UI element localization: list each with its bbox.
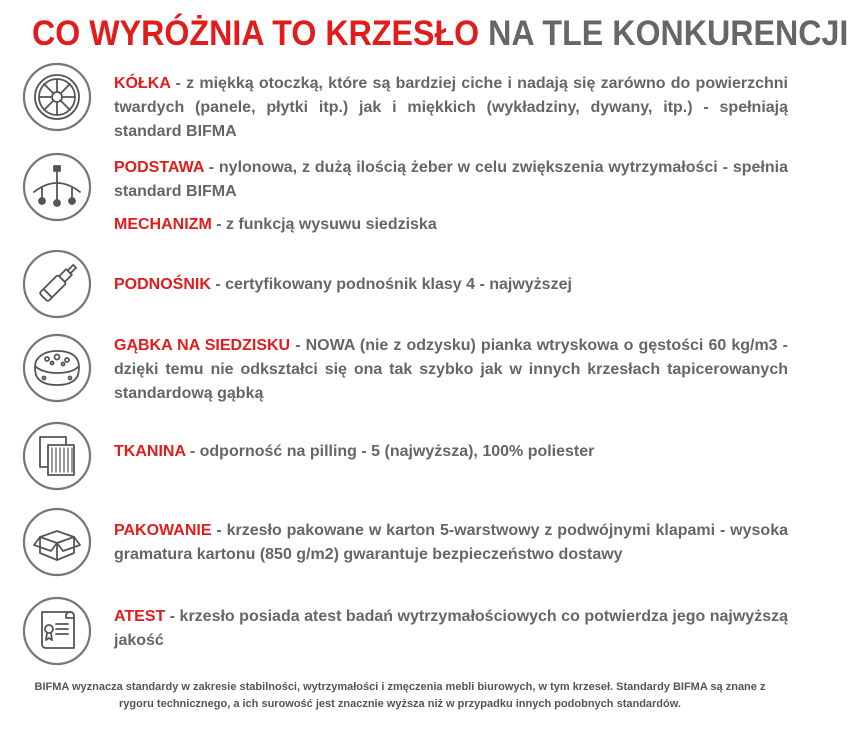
feature-packaging (114, 519, 788, 567)
title-highlight: CO WYRÓŻNIA TO KRZESŁO (32, 14, 480, 53)
feature-base (114, 156, 788, 204)
feature-mechanism (114, 213, 788, 237)
gas-lift-icon (22, 249, 92, 319)
feature-text: - z funkcją wysuwu siedziska (211, 216, 437, 233)
feature-keyword: MECHANIZM (114, 216, 212, 233)
feature-text: - odporność na pilling - 5 (najwyższa), 100% poliester (185, 443, 595, 460)
title-rest: NA TLE KONKURENCJI (488, 14, 848, 53)
feature-keyword: TKANINA (114, 443, 186, 460)
feature-text: - krzesło pakowane w karton 5-warstwowy z podwójnymi klapami - wysoka gramatura kartonu (850 g/m2) gwarantuje bezpieczeństwo dostawy (114, 522, 788, 563)
certificate-icon (22, 596, 92, 666)
feature-text: - NOWA (nie z odzysku) pianka wtryskowa o gęstości 60 kg/m3 - dzięki temu nie odkształci się ona tak szybko jak w innych krzesłach tapicerowanych standardową gąbką (114, 337, 788, 402)
feature-keyword: PAKOWANIE (114, 522, 212, 539)
sponge-icon (22, 333, 92, 403)
fabric-icon (22, 421, 92, 491)
feature-text: - certyfikowany podnośnik klasy 4 - najwyższej (210, 276, 572, 293)
feature-keyword: KÓŁKA (114, 75, 171, 92)
feature-text: - z miękką otoczką, które są bardziej ciche i nadają się zarówno do powierzchni twardych (panele, płytki itp.) jak i miękkich (wykładziny, dywany, itp.) - spełniają standard BIFMA (114, 75, 788, 140)
wheel-icon (22, 62, 92, 132)
feature-sponge (114, 334, 788, 406)
feature-fabric (114, 440, 788, 464)
feature-keyword: PODNOŚNIK (114, 276, 211, 293)
footnote: BIFMA wyznacza standardy w zakresie stabilności, wytrzymałości i zmęczenia mebli biurowych, w tym krzeseł. Standardy BIFMA są znane z rygoru technicznego, a ich surowość jest znacznie wyższa niż w przypadku innych podobnych standardów. (34, 681, 766, 710)
page-title (32, 14, 848, 54)
feature-keyword: PODSTAWA (114, 159, 204, 176)
feature-wheels (114, 72, 788, 144)
chair-base-icon (22, 152, 92, 222)
feature-keyword: GĄBKA NA SIEDZISKU (114, 337, 291, 354)
feature-text: - krzesło posiada atest badań wytrzymałościowych co potwierdza jego najwyższą jakość (114, 608, 788, 649)
feature-text: - nylonowa, z dużą ilością żeber w celu zwiększenia wytrzymałości - spełnia standard BIFMA (114, 159, 788, 200)
feature-certificate (114, 605, 788, 653)
feature-keyword: ATEST (114, 608, 166, 625)
feature-gas-lift (114, 273, 788, 297)
box-icon (22, 507, 92, 577)
